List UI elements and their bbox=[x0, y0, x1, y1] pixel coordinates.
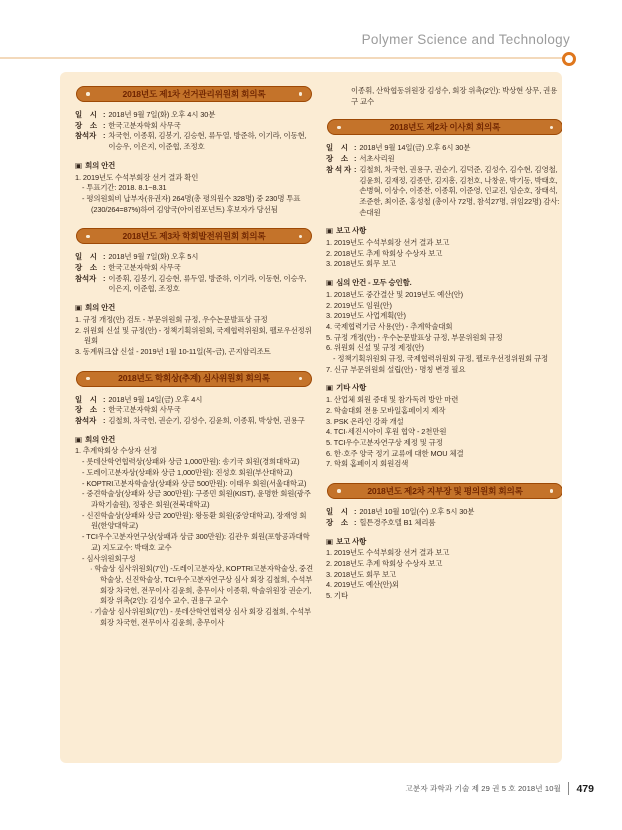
block-heading bbox=[75, 161, 313, 172]
left-column bbox=[75, 86, 313, 641]
block-heading-text: 회의 안건 bbox=[85, 434, 116, 444]
meta-label: 일 시 bbox=[75, 110, 97, 119]
pill-dot-right-icon bbox=[299, 92, 303, 96]
block-heading bbox=[326, 383, 562, 394]
minutes-section bbox=[326, 483, 562, 602]
pill-dot-left-icon bbox=[86, 235, 90, 239]
meta-label: 참 석 자 bbox=[326, 164, 352, 174]
meta-value: 차국헌, 이종휘, 김봉기, 김승현, 류두열, 방준하, 이기라, 이동현, 이승우, 이은지, 이준협, 조정호 bbox=[108, 131, 307, 152]
meta-line bbox=[326, 518, 562, 529]
agenda-item: 3. 2019년도 사업계획(안) bbox=[326, 311, 406, 321]
pill-dot-right-icon bbox=[550, 489, 554, 493]
agenda-item: 2. 2018년도 추계 학회상 수상자 보고 bbox=[326, 248, 443, 258]
agenda-item: 1. 규정 개정(안) 검토 - 부문위원회 규정, 우수논문발표상 규정 bbox=[75, 314, 268, 324]
right-column bbox=[326, 86, 562, 641]
meta-value: 이종휘, 김봉기, 김승현, 류두열, 방준하, 이기라, 이동현, 이승우, 이은지, 이준협, 조정호 bbox=[108, 273, 307, 294]
block-heading bbox=[326, 278, 562, 289]
square-bullet-icon: ▣ bbox=[326, 278, 334, 288]
lead-continuation-text: 이종휘, 산학협동위원장 김성수, 회장 위촉(2인): 박상현 상무, 권용구 교수 bbox=[351, 86, 558, 106]
agenda-item: 1. 2019년도 수석부회장 선거 결과 보고 bbox=[326, 548, 450, 558]
agenda-item: 3. 2018년도 회무 보고 bbox=[326, 259, 397, 269]
agenda-item: 7. 신규 부문위원회 설립(안) - 명칭 변경 필요 bbox=[326, 364, 466, 374]
block-heading bbox=[75, 303, 313, 314]
agenda-item: 2. 2019년도 임원(안) bbox=[326, 300, 392, 310]
meta-value: 한국고분자학회 사무국 bbox=[108, 263, 181, 273]
agenda-item: 3. PSK 온라인 강좌 개설 bbox=[326, 416, 404, 426]
pill-dot-right-icon bbox=[299, 377, 303, 381]
agenda-item: 3. 동계워크샵 신설 - 2019년 1월 10-11일(목-금), 곤지암리조트 bbox=[75, 346, 271, 356]
section-title: 2018년도 제3차 학회발전위원회 회의록 bbox=[122, 230, 266, 241]
agenda-item: - 신진학술상(상패와 상금 200만원): 왕동환 회원(중앙대학교), 장재영 회원(한양대학교) bbox=[82, 510, 307, 531]
agenda-item: 5. 기타 bbox=[326, 591, 348, 601]
agenda-item: 2. 위원회 신설 및 규정(안) - 정책기획위원회, 국제협력위원회, 펠로우선정위원회 bbox=[75, 325, 312, 346]
square-bullet-icon: ▣ bbox=[326, 226, 334, 236]
meta-label: 일 시 bbox=[326, 507, 348, 517]
block-heading bbox=[326, 226, 562, 237]
meta-line bbox=[326, 165, 562, 219]
section-title: 2018년도 제2차 이사회 회의록 bbox=[389, 122, 501, 133]
agenda-item: - 롯데산학연협력상(상패와 상금 1,000만원): 송기국 회원(경희대학교) bbox=[82, 457, 300, 467]
meta-label: 장 소 bbox=[75, 120, 97, 130]
meta-separator: : bbox=[103, 273, 106, 283]
meta-separator: : bbox=[354, 507, 357, 517]
header-rule bbox=[0, 57, 563, 59]
section-title: 2018년도 제2차 지부장 및 평의원회 회의록 bbox=[367, 485, 523, 496]
meta-line bbox=[75, 274, 313, 295]
minutes-section bbox=[75, 371, 313, 629]
meta-separator: : bbox=[354, 517, 357, 527]
meta-separator: : bbox=[103, 110, 106, 119]
meta-value: 2018년 10월 10일(수) 오후 5시 30분 bbox=[359, 507, 475, 517]
block-heading-text: 보고 사항 bbox=[336, 536, 367, 546]
agenda-item: - KOPTRI고분자학술상(상패와 상금 500만원): 이태우 회원(서울대학교) bbox=[82, 478, 307, 488]
agenda-item: 7. 학회 홈페이지 회원검색 bbox=[326, 459, 409, 469]
meta-label: 장 소 bbox=[326, 154, 348, 164]
meta-separator: : bbox=[103, 131, 106, 141]
block-heading bbox=[326, 537, 562, 548]
agenda-item: - 투표기간: 2018. 8.1~8.31 bbox=[82, 183, 167, 193]
section-header-pill bbox=[327, 483, 562, 499]
meta-value: 서초사리원 bbox=[359, 154, 395, 164]
meta-line bbox=[75, 110, 313, 121]
meta-line bbox=[326, 143, 562, 154]
meta-separator: : bbox=[103, 263, 106, 273]
meta-label: 장 소 bbox=[326, 517, 348, 527]
header-ring-icon bbox=[562, 52, 576, 66]
meta-value: 2018년 9월 7일(화) 오후 4시 30분 bbox=[108, 110, 216, 119]
section-header-pill bbox=[327, 119, 562, 135]
section-header-pill bbox=[76, 228, 312, 244]
agenda-item: 2. 2018년도 추계 학회상 수상자 보고 bbox=[326, 558, 443, 568]
agenda-item: 5. 규정 개정(안) - 우수논문발표상 규정, 부문위원회 규정 bbox=[326, 332, 503, 342]
meta-separator: : bbox=[354, 154, 357, 164]
meta-line bbox=[326, 154, 562, 165]
square-bullet-icon: ▣ bbox=[75, 434, 83, 444]
pill-dot-right-icon bbox=[550, 126, 554, 130]
content-panel bbox=[60, 72, 562, 763]
agenda-item: - 도레이고분자상(상패와 상금 1,000만원): 진성호 회원(부산대학교) bbox=[82, 467, 293, 477]
agenda-item: 3. 2018년도 회무 보고 bbox=[326, 569, 397, 579]
minutes-section bbox=[75, 86, 313, 215]
square-bullet-icon: ▣ bbox=[326, 536, 334, 546]
meta-separator: : bbox=[354, 143, 357, 153]
pill-dot-right-icon bbox=[299, 235, 303, 239]
agenda-item: - 평의원회비 납부자(유권자) 264명(총 평의원수 328명) 중 230명 투표(230/264=87%)하여 김양국(아이컴포넌트) 후보자가 당선됨 bbox=[82, 193, 301, 214]
meta-value: 2018년 9월 14일(금) 오후 6시 30분 bbox=[359, 143, 471, 153]
agenda-item: · 학술상 심사위원회(7인) -도레이고분자상, KOPTRI고분자학술상, 중견학술상, 신진학술상, TCI우수고분자연구상 심사 회장 김철희, 수석부회장 차국헌, 전무이사 김윤희, 총무이사 이종휘, 학술위원장 권순기, 회장 위촉(2인): 김성수 교수, 권용구 교수 bbox=[90, 564, 314, 606]
agenda-item: 6. 위원회 신설 및 규정 제정(안) bbox=[326, 343, 424, 353]
block-heading-text: 회의 안건 bbox=[85, 160, 116, 170]
square-bullet-icon: ▣ bbox=[75, 303, 83, 313]
meta-value: 힐튼경주호텔 B1 체리룸 bbox=[359, 517, 436, 527]
agenda-item: - 중견학술상(상패와 상금 300만원): 구종민 회원(KIST), 윤명한 회원(광주과학기술원), 정광은 회원(전북대학교) bbox=[82, 489, 311, 509]
meta-separator: : bbox=[103, 416, 106, 426]
meta-line bbox=[75, 121, 313, 132]
meta-label: 일 시 bbox=[75, 394, 97, 404]
agenda-item: - TCI우수고분자연구상(상패과 상금 300만원): 김관우 회원(포항공과대학교) 지도교수: 박태호 교수 bbox=[82, 532, 310, 552]
meta-separator: : bbox=[103, 120, 106, 130]
agenda-item: 6. 한·호주 양국 정기 교류에 대한 MOU 체결 bbox=[326, 448, 464, 458]
meta-line bbox=[75, 395, 313, 406]
meta-line bbox=[75, 131, 313, 152]
agenda-item: · 기술상 심사위원회(7인) - 롯데산학연협력상 심사 회장 김철희, 수석부회장 차국헌, 전무이사 김윤희, 총무이사 bbox=[90, 607, 312, 627]
meta-line bbox=[75, 252, 313, 263]
meta-value: 김철희, 차국헌, 권용구, 권순기, 김덕준, 김성수, 김수현, 김영철, 김윤희, 김재정, 김종만, 김지흥, 김천호, 나창운, 박기동, 박태호, 손병혁, 이상수, 이종찬, 이종휘, 이준영, 인교진, 임순호, 장태석, 조준한, 최이준, 홍성철 (총이사 72명, 참석27명, 위임22명) 감사: 손대원 bbox=[359, 164, 560, 217]
block-heading-text: 보고 사항 bbox=[336, 226, 367, 236]
agenda-item: 1. 2019년도 수석부회장 선거 결과 확인 bbox=[75, 172, 199, 182]
agenda-item: 4. TCI·세진시아이 후원 협약 - 2천만원 bbox=[326, 427, 447, 437]
pill-dot-left-icon bbox=[86, 377, 90, 381]
meta-value: 한국고분자학회 사무국 bbox=[108, 405, 181, 415]
meta-label: 참석자 bbox=[75, 416, 97, 426]
footer-journal-info: 고분자 과학과 기술 제 29 권 5 호 2018년 10월 bbox=[405, 784, 561, 793]
journal-title: Polymer Science and Technology bbox=[361, 32, 570, 47]
section-header-pill bbox=[76, 86, 312, 102]
meta-label: 일 시 bbox=[326, 143, 348, 153]
square-bullet-icon: ▣ bbox=[326, 383, 334, 393]
pill-dot-left-icon bbox=[86, 92, 90, 96]
agenda-item: 2. 학술대회 전용 모바일홈페이지 제작 bbox=[326, 405, 446, 415]
agenda-item: 1. 추계학회상 수상자 선정 bbox=[75, 446, 158, 456]
meta-label: 장 소 bbox=[75, 263, 97, 273]
agenda-item: - 심사위원회구성 bbox=[82, 553, 136, 563]
meta-label: 참석자 bbox=[75, 273, 97, 283]
minutes-section bbox=[75, 228, 313, 357]
agenda-item: 1. 2019년도 수석부회장 선거 결과 보고 bbox=[326, 238, 450, 248]
meta-label: 일 시 bbox=[75, 252, 97, 262]
block-heading-text: 회의 안건 bbox=[85, 303, 116, 313]
agenda-item: 4. 2019년도 예산(안)외 bbox=[326, 580, 399, 590]
meta-value: 2018년 9월 7일(화) 오후 5시 bbox=[108, 252, 199, 262]
meta-line bbox=[75, 416, 313, 427]
pill-dot-left-icon bbox=[337, 489, 341, 493]
meta-value: 김철희, 차국헌, 권순기, 김성수, 김윤희, 이종휘, 박상현, 권용구 bbox=[108, 416, 305, 426]
minutes-section bbox=[326, 119, 562, 470]
agenda-item: 4. 국제협력기금 사용(안) - 추계학술대회 bbox=[326, 321, 453, 331]
meta-label: 참석자 bbox=[75, 131, 97, 141]
meta-line bbox=[75, 263, 313, 274]
meta-line bbox=[326, 507, 562, 518]
square-bullet-icon: ▣ bbox=[75, 160, 83, 170]
meta-separator: : bbox=[103, 394, 106, 404]
block-heading-text: 심의 안건 - 모두 승인함. bbox=[336, 278, 412, 288]
meta-separator: : bbox=[103, 252, 106, 262]
agenda-item: - 정책기획위원회 규정, 국제협력위원회 규정, 펠로우선정위원회 규정 bbox=[333, 354, 549, 364]
agenda-item: 1. 산업체 회원 증대 및 참가독려 방안 마련 bbox=[326, 395, 459, 405]
section-title: 2018년도 제1차 선거관리위원회 회의록 bbox=[122, 88, 266, 99]
meta-value: 2018년 9월 14일(금) 오후 4시 bbox=[108, 394, 203, 404]
section-header-pill bbox=[76, 371, 312, 387]
page-footer bbox=[406, 782, 595, 795]
meta-separator: : bbox=[103, 405, 106, 415]
footer-page-number: 479 bbox=[576, 782, 594, 795]
meta-value: 한국고분자학회 사무국 bbox=[108, 120, 181, 130]
agenda-item: 5. TCI우수고분자연구상 제정 및 규정 bbox=[326, 437, 443, 447]
block-heading bbox=[75, 435, 313, 446]
pill-dot-left-icon bbox=[337, 126, 341, 130]
meta-line bbox=[75, 405, 313, 416]
section-title: 2018년도 학회상(추계) 심사위원회 회의록 bbox=[118, 373, 270, 384]
footer-divider bbox=[568, 782, 570, 795]
block-heading-text: 기타 사항 bbox=[336, 383, 367, 393]
agenda-item: 1. 2018년도 중간결산 및 2019년도 예산(안) bbox=[326, 289, 464, 299]
meta-label: 장 소 bbox=[75, 405, 97, 415]
meta-separator: : bbox=[354, 164, 357, 174]
